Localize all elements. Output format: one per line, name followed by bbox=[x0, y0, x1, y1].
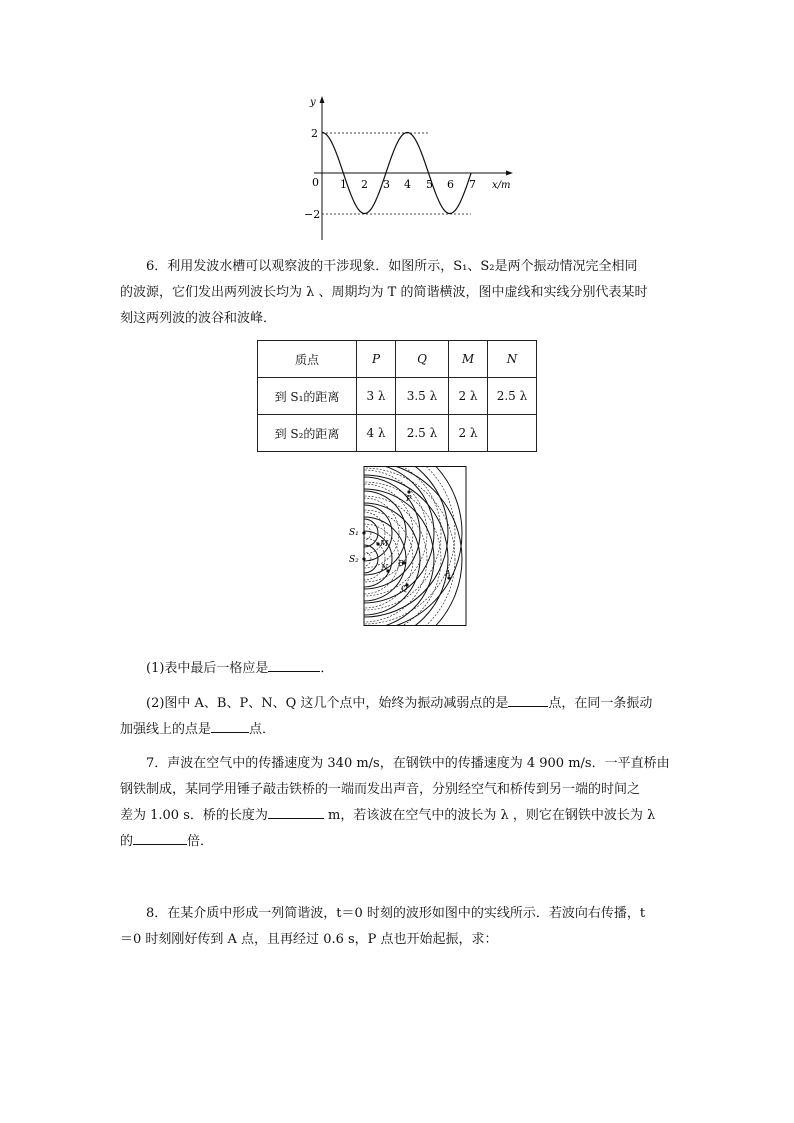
trough-circle bbox=[346, 468, 455, 628]
q6-line-2: 的波源，它们发出两列波长均为 λ 、周期均为 T 的简谐横波，图中虚线和实线分别代表某时 bbox=[120, 285, 648, 300]
q6-sub1-text: (1)表中最后一格应是 bbox=[146, 661, 269, 676]
label-m: M bbox=[380, 539, 389, 548]
q8-line-1: 8．在某介质中形成一列简谐波，t＝0 时刻的波形如图中的实线所示．若波向右传播，t bbox=[146, 906, 646, 921]
answer-blank-3[interactable] bbox=[211, 718, 249, 733]
q7-statement bbox=[120, 751, 680, 855]
table-cell: 3.5 λ bbox=[396, 378, 449, 415]
source-s2 bbox=[362, 557, 365, 560]
q6-sub2-text-2: 点，在同一条振动 bbox=[548, 696, 653, 711]
y-tick-minus2: −2 bbox=[304, 208, 321, 221]
q6-sub1 bbox=[120, 656, 680, 682]
x-tick-6: 6 bbox=[447, 178, 454, 191]
distance-table bbox=[257, 340, 537, 452]
y-axis-label: y bbox=[310, 97, 316, 108]
q7-text-3a: 差为 1.00 s．桥的长度为 bbox=[120, 808, 268, 823]
label-p: P bbox=[406, 494, 412, 503]
x-axis-label: x/m bbox=[492, 180, 511, 191]
x-tick-5: 5 bbox=[426, 178, 433, 191]
origin-label: 0 bbox=[312, 176, 319, 189]
table-cell bbox=[488, 415, 537, 452]
y-tick-2: 2 bbox=[311, 127, 318, 140]
table-header-cell: P bbox=[357, 341, 396, 378]
label-s2: S₂ bbox=[349, 555, 359, 565]
q7-line-2: 钢铁制成，某同学用锤子敲击铁桥的一端而发出声音，分别经空气和桥传到另一端的时间之 bbox=[120, 782, 641, 797]
q8-line-2: ＝0 时刻刚好传到 A 点，且再经过 0.6 s，P 点也开始起振，求： bbox=[120, 932, 498, 947]
x-tick-1: 1 bbox=[340, 178, 347, 191]
table-cell: 2 λ bbox=[449, 415, 488, 452]
x-tick-3: 3 bbox=[383, 178, 390, 191]
label-n: N bbox=[381, 563, 388, 572]
table-header-cell: 质点 bbox=[258, 341, 357, 378]
interference-figure bbox=[346, 466, 470, 628]
q7-text-3b: m，若该波在空气中的波长为 λ ，则它在钢铁中波长为 λ bbox=[323, 808, 656, 823]
table-cell: 到 S₁的距离 bbox=[258, 378, 357, 415]
table-header-cell: M bbox=[449, 341, 488, 378]
table-row bbox=[258, 415, 537, 452]
table-header-row bbox=[258, 341, 537, 378]
wave-graph bbox=[300, 92, 530, 242]
q7-line-3 bbox=[120, 803, 680, 829]
table-cell: 2.5 λ bbox=[396, 415, 449, 452]
q6-sub1-end: ． bbox=[320, 661, 334, 676]
y-axis-arrow bbox=[320, 96, 325, 103]
q7-text-4b: 倍． bbox=[187, 834, 214, 849]
label-s1: S₁ bbox=[349, 528, 359, 538]
x-tick-2: 2 bbox=[361, 178, 368, 191]
q6-sub2-line-1 bbox=[120, 691, 680, 717]
table-cell: 到 S₂的距离 bbox=[258, 415, 357, 452]
table-header-cell: N bbox=[488, 341, 537, 378]
q6-sub2-text-1: (2)图中 A、B、P、N、Q 这几个点中，始终为振动减弱点的是 bbox=[146, 696, 509, 711]
q6-sub2-text-4: 点． bbox=[249, 722, 276, 737]
q6-statement bbox=[120, 254, 680, 332]
trough-circle bbox=[346, 466, 455, 624]
table-header-cell: Q bbox=[396, 341, 449, 378]
table-cell: 2 λ bbox=[449, 378, 488, 415]
q6-line-1: 6．利用发波水槽可以观察波的干涉现象．如图所示，S₁、S₂是两个振动情况完全相同 bbox=[146, 259, 638, 274]
table-cell: 3 λ bbox=[357, 378, 396, 415]
label-b: B bbox=[398, 559, 404, 568]
x-tick-4: 4 bbox=[404, 178, 411, 191]
x-axis-arrow bbox=[506, 171, 513, 176]
answer-blank-1[interactable] bbox=[268, 657, 320, 672]
crest-circle bbox=[346, 475, 448, 628]
q6-sub2-text-3: 加强线上的点是 bbox=[120, 722, 212, 737]
q7-line-1: 7．声波在空气中的传播速度为 340 m/s，在钢铁中的传播速度为 4 900 m/s．一平直桥由 bbox=[146, 756, 670, 771]
q8-statement bbox=[120, 901, 680, 953]
q7-text-4a: 的 bbox=[120, 834, 134, 849]
answer-blank-2[interactable] bbox=[508, 692, 548, 707]
table-cell: 2.5 λ bbox=[488, 378, 537, 415]
label-q: Q bbox=[401, 584, 408, 593]
answer-blank-4[interactable] bbox=[268, 804, 324, 819]
source-s1 bbox=[362, 531, 365, 534]
table-cell: 4 λ bbox=[357, 415, 396, 452]
q7-line-4 bbox=[120, 829, 680, 855]
x-tick-7: 7 bbox=[469, 178, 476, 191]
answer-blank-5[interactable] bbox=[133, 830, 187, 845]
q6-sub2 bbox=[120, 691, 680, 743]
label-a: A bbox=[445, 569, 451, 578]
q6-line-3: 刻这两列波的波谷和波峰． bbox=[120, 311, 277, 326]
q6-sub2-line-2 bbox=[120, 717, 680, 743]
table-row bbox=[258, 378, 537, 415]
